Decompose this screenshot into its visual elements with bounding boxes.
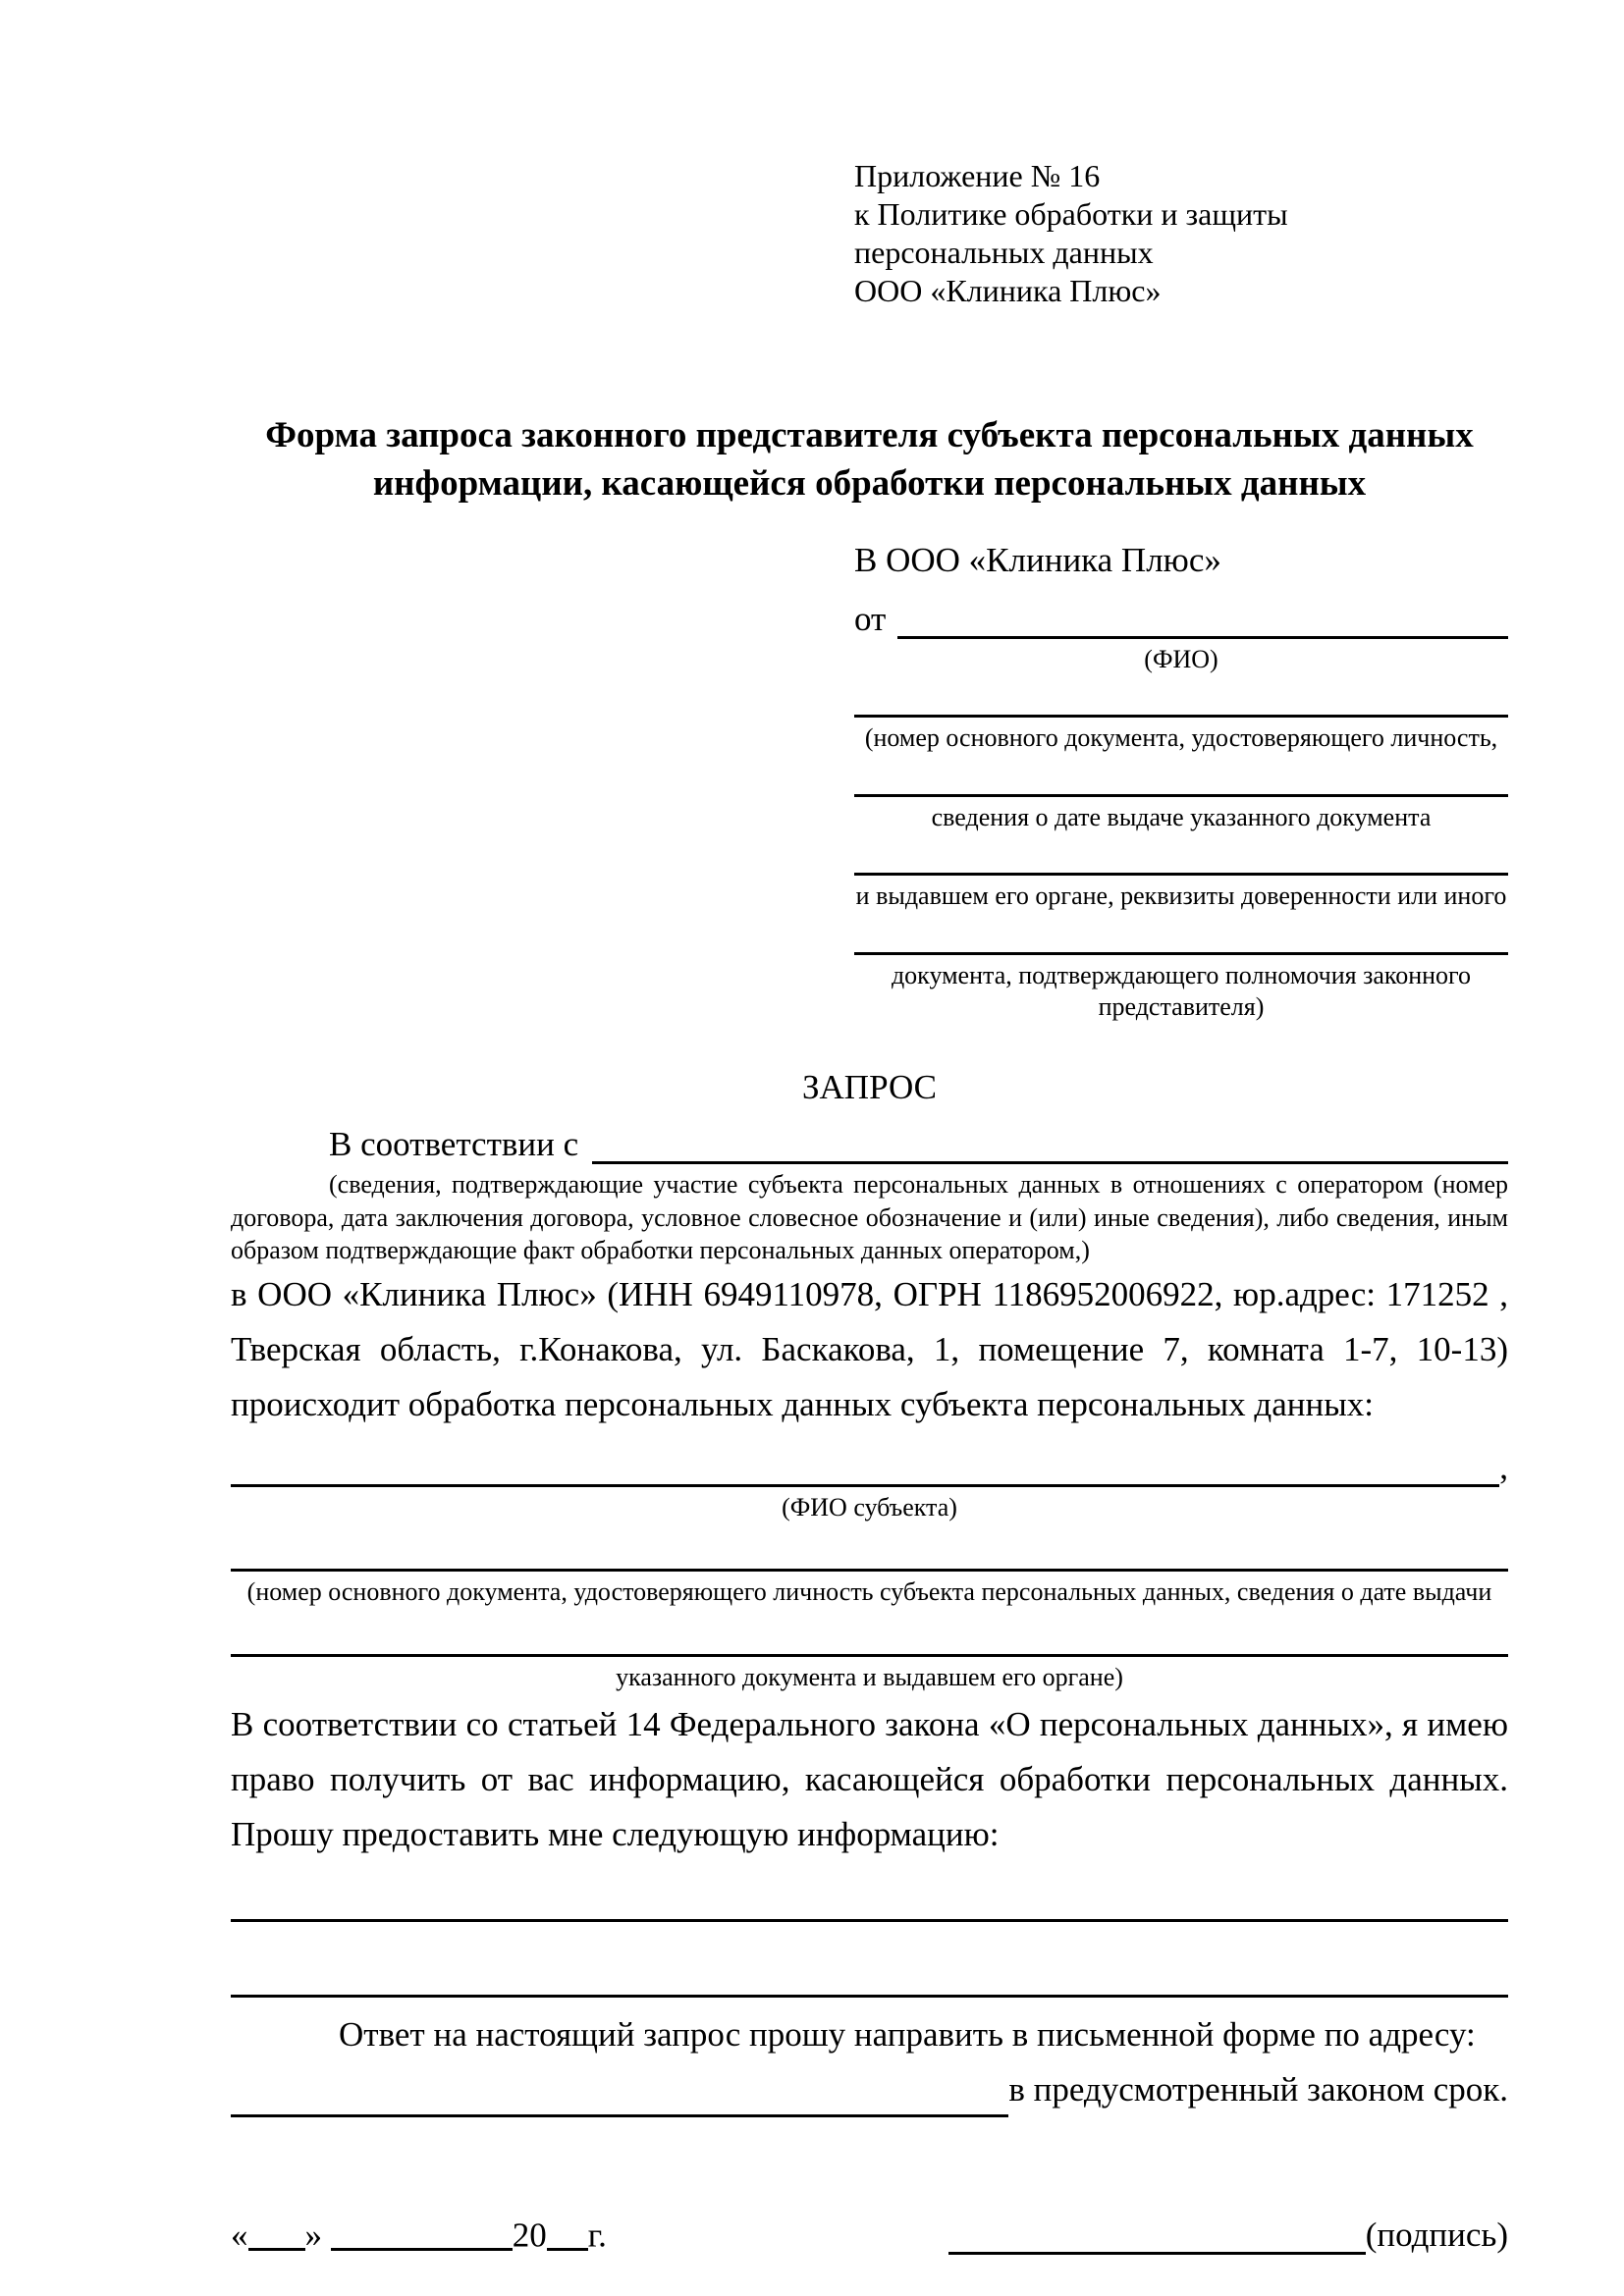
page-title-line: Форма запроса законного представителя субъекта персональных данных [265, 415, 1474, 456]
document-field-group [854, 794, 1508, 834]
subject-fio-row [231, 1446, 1508, 1487]
law-paragraph: В соответствии со статьей 14 Федерального закона «О персональных данных», я имею право получить от вас информацию, касающейся обработки персональных данных. Прошу предоставить мне следующую информацию: [231, 1705, 1508, 1854]
addressee-organization: В ООО «Клиника Плюс» [854, 540, 1221, 579]
page-title-line: информации, касающейся обработки персональных данных [372, 462, 1367, 504]
issuing-authority-field-line[interactable] [854, 873, 1508, 876]
date-year-field-line[interactable] [547, 2216, 588, 2251]
authority-document-field-line[interactable] [854, 952, 1508, 955]
request-heading: ЗАПРОС [801, 1067, 938, 1106]
accordance-label: В соответствии с [329, 1124, 579, 1163]
page-title [231, 412, 1508, 508]
accordance-row [231, 1123, 1508, 1164]
document-field-group [854, 715, 1508, 755]
reply-address-row [231, 2062, 1508, 2117]
footer-row [231, 2216, 1508, 2255]
from-row [854, 598, 1508, 639]
reply-sentence: Ответ на настоящий запрос прошу направить в письменной форме по адресу: [339, 2015, 1476, 2055]
operator-paragraph: в ООО «Клиника Плюс» (ИНН 6949110978, ОГРН 1186952006922, юр.адрес: 171252 , Тверская область, г.Конакова, ул. Баскакова, 1, помещение 7, комната 1-7, 10-13) происходит обработка персональных данных субъекта персональных данных: [231, 1275, 1508, 1424]
date-year-suffix: г. [587, 2216, 607, 2255]
from-fio-field-line[interactable] [897, 598, 1508, 639]
date-close-quote: » [304, 2216, 322, 2255]
signature-caption: (подпись) [1365, 2216, 1508, 2255]
subject-document-caption-2: указанного документа и выдавшем его органе) [616, 1662, 1123, 1691]
authority-document-caption: документа, подтверждающего полномочия законного представителя) [891, 960, 1472, 1022]
appendix-line: ООО «Клиника Плюс» [854, 273, 1162, 309]
fio-caption: (ФИО) [1144, 644, 1218, 673]
signature-field-line[interactable] [948, 2219, 1366, 2255]
from-label: от [854, 599, 887, 638]
requested-information-field-line-2[interactable] [231, 1995, 1508, 1998]
subject-fio-caption: (ФИО субъекта) [782, 1492, 957, 1522]
issuing-authority-caption: и выдавшем его органе, реквизиты доверенности или иного [855, 881, 1507, 911]
basis-caption: (сведения, подтверждающие участие субъекта персональных данных в отношениях с оператором (номер договора, дата заключения договора, условное словесное обозначение и (или) иные сведения), либо сведения, иным образом подтверждающие факт обработки персональных данных оператором,) [231, 1169, 1508, 1265]
subject-fio-comma: , [1499, 1447, 1508, 1486]
document-number-caption: (номер основного документа, удостоверяющего личность, [864, 723, 1498, 753]
requested-information-field-line[interactable] [231, 1919, 1508, 1922]
reply-tail: в предусмотренный законом срок. [1008, 2070, 1508, 2109]
document-field-group [854, 873, 1508, 913]
subject-document-field-line[interactable] [231, 1569, 1508, 1572]
signature-block [948, 2216, 1508, 2255]
addressee-block [854, 538, 1508, 1024]
subject-document-field-line-2[interactable] [231, 1654, 1508, 1657]
reply-address-field-line[interactable] [231, 2077, 1008, 2118]
issue-date-caption: сведения о дате выдаче указанного документа [931, 802, 1432, 831]
appendix-line: персональных данных [854, 235, 1154, 271]
subject-document-caption: (номер основного документа, удостоверяющего личность субъекта персональных данных, сведения о дате выдачи [246, 1577, 1492, 1607]
accordance-basis-field-line[interactable] [592, 1123, 1508, 1164]
date-open-quote: « [231, 2216, 248, 2255]
document-number-field-line[interactable] [854, 715, 1508, 718]
appendix-line: к Политике обработки и защиты [854, 196, 1288, 233]
appendix-line: Приложение № 16 [854, 158, 1101, 193]
date-month-field-line[interactable] [331, 2216, 513, 2251]
date-block [231, 2216, 607, 2255]
appendix-header [854, 157, 1508, 310]
date-year-prefix: 20 [512, 2216, 547, 2255]
subject-fio-field-line[interactable] [231, 1446, 1499, 1487]
issue-date-field-line[interactable] [854, 794, 1508, 797]
date-day-field-line[interactable] [248, 2216, 305, 2251]
document-field-group [854, 952, 1508, 1024]
